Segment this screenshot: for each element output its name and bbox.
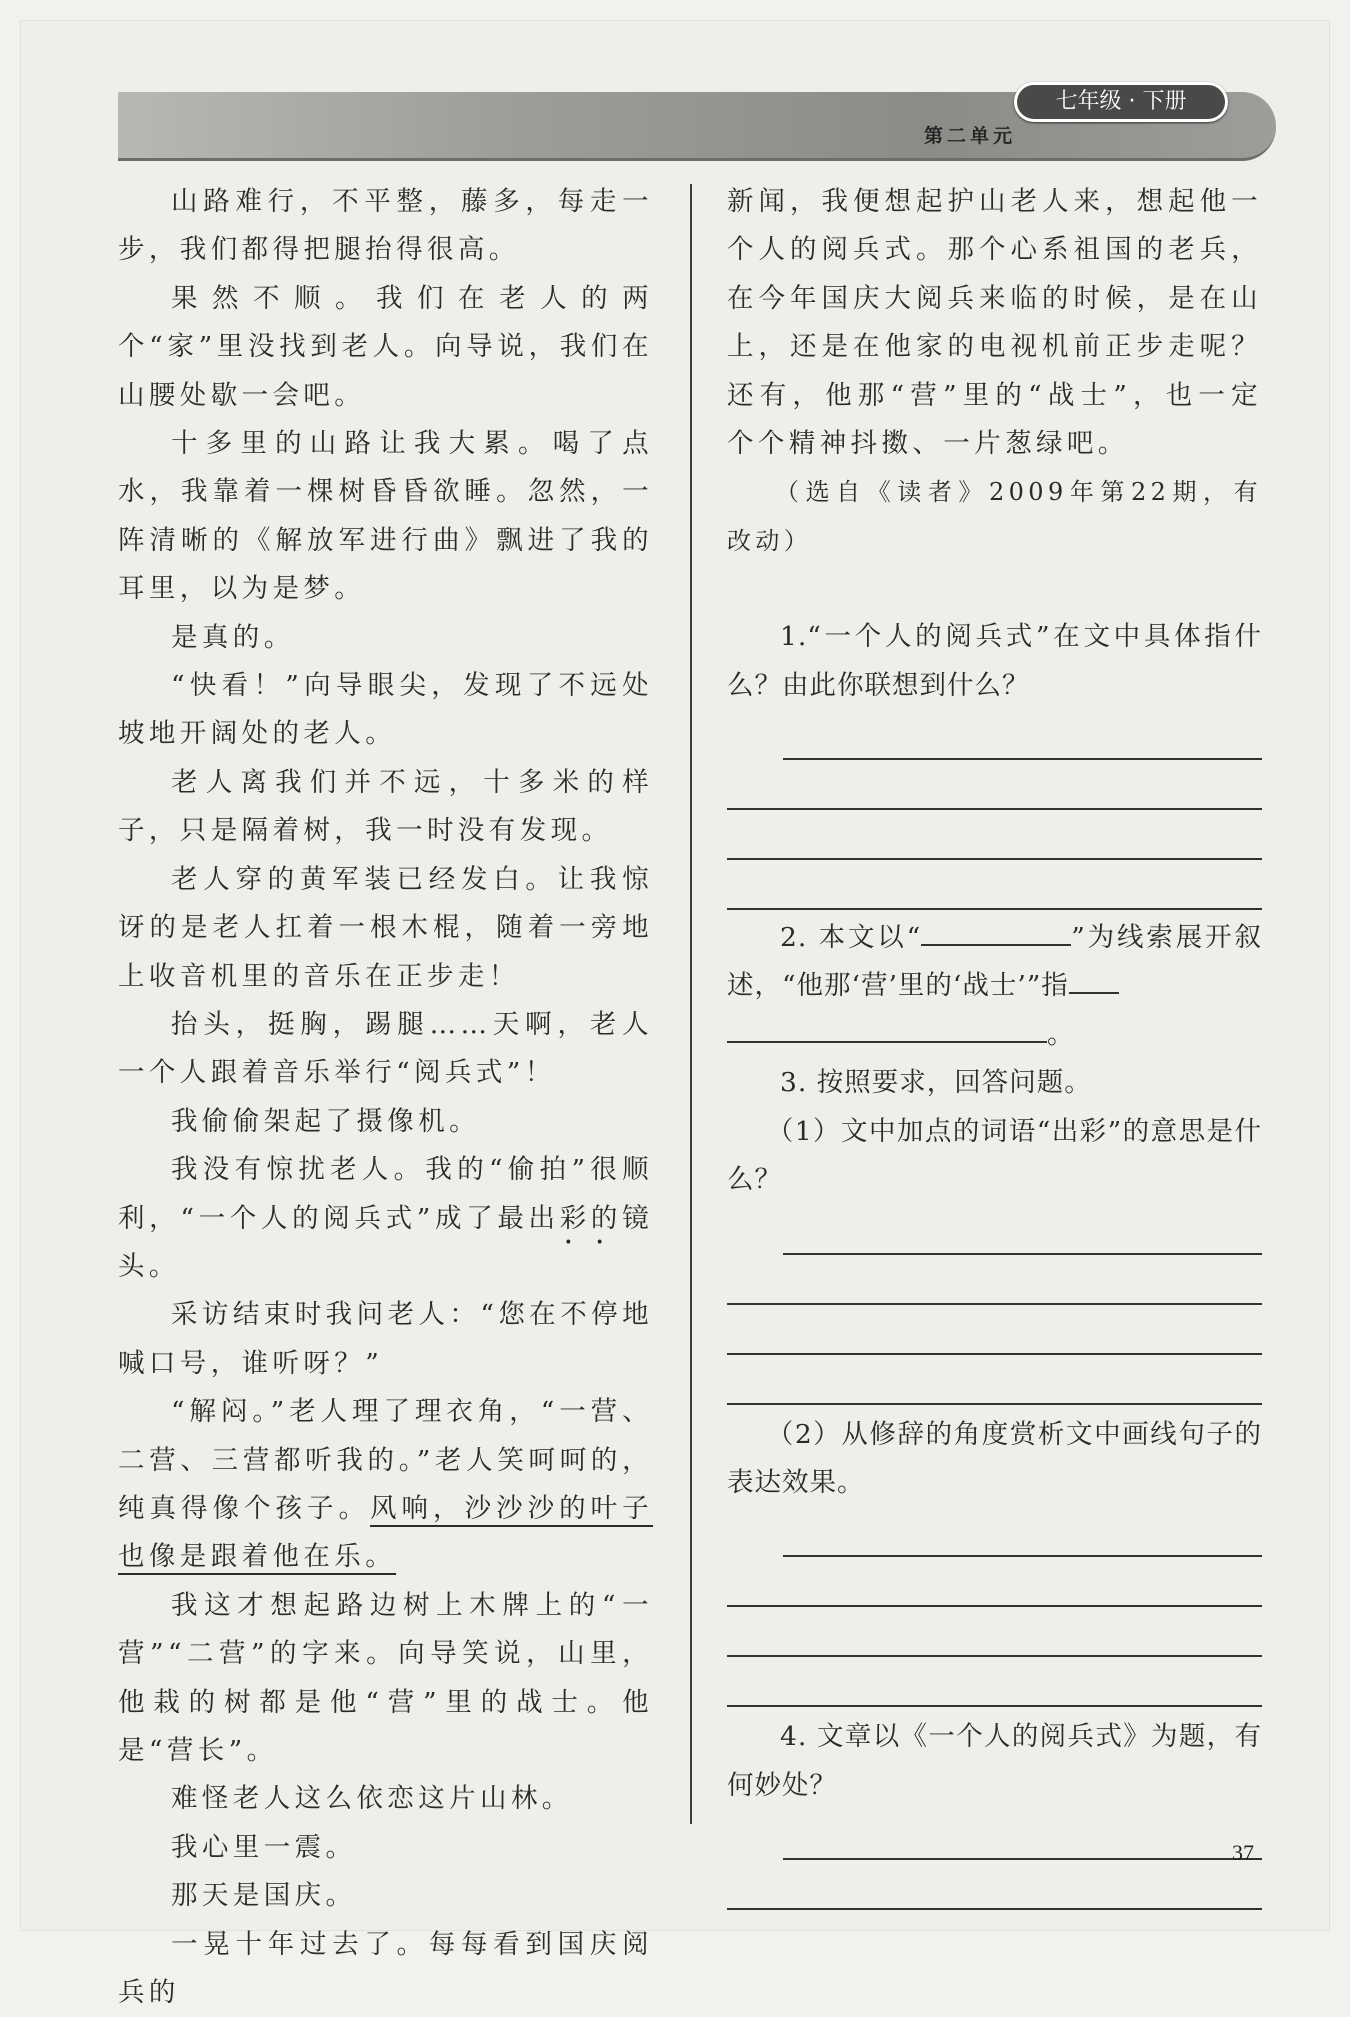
answer-blank[interactable] bbox=[1069, 962, 1119, 994]
paragraph-dotted-word bbox=[118, 1146, 653, 1291]
answer-line[interactable] bbox=[783, 1507, 1262, 1557]
paragraph: 那天是国庆。 bbox=[171, 1880, 357, 1912]
emphasis-dot-char: 出 bbox=[528, 1202, 560, 1234]
paragraph: 我偷偷架起了摄像机。 bbox=[171, 1105, 480, 1137]
column-divider bbox=[690, 184, 692, 1824]
question-2-continued bbox=[727, 1011, 1262, 1059]
paragraph-underlined-sentence bbox=[118, 1388, 653, 1582]
emphasis-dot-char: 彩 bbox=[559, 1202, 591, 1234]
answer-line[interactable] bbox=[727, 1255, 1262, 1305]
answer-line[interactable] bbox=[727, 1557, 1262, 1607]
right-column bbox=[727, 178, 1262, 1910]
paragraph: 难怪老人这么依恋这片山林。 bbox=[171, 1783, 573, 1815]
paragraph: 老人离我们并不远，十多米的样子，只是隔着树，我一时没有发现。 bbox=[118, 766, 653, 847]
answer-line[interactable] bbox=[727, 1860, 1262, 1910]
answer-blank[interactable] bbox=[727, 1011, 1047, 1043]
source-citation: （选自《读者》2009年第22期，有改动） bbox=[727, 478, 1262, 555]
question-4: 4. 文章以《一个人的阅兵式》为题，有何妙处？ bbox=[727, 1721, 1262, 1801]
left-column bbox=[118, 178, 653, 2017]
paragraph: 一晃十年过去了。每每看到国庆阅兵的 bbox=[118, 1928, 653, 2009]
paragraph: 我这才想起路边树上木牌上的“一营”“二营”的字来。向导笑说，山里，他栽的树都是他“营”里的战士。他是“营长”。 bbox=[118, 1589, 653, 1766]
unit-label: 第二单元 bbox=[923, 125, 1016, 147]
paragraph: “快看！”向导眼尖，发现了不远处坡地开阔处的老人。 bbox=[118, 670, 653, 750]
paragraph: 采访结束时我问老人：“您在不停地喊口号，谁听呀？” bbox=[118, 1299, 653, 1379]
answer-line[interactable] bbox=[727, 1305, 1262, 1355]
text-span: 我没有惊扰老人。我的“偷拍”很顺利，“一个人的阅兵式”成了最 bbox=[118, 1154, 653, 1234]
text-span: 的镜头。 bbox=[118, 1202, 653, 1282]
spacer bbox=[727, 565, 1262, 613]
text-span: “解闷。”老人理了理衣角，“一营、二营、三营都听我的。”老人笑呵呵的，纯真得像个孩子。 bbox=[118, 1396, 653, 1524]
paragraph: 是真的。 bbox=[171, 621, 295, 653]
answer-line[interactable] bbox=[783, 1205, 1262, 1255]
answer-line[interactable] bbox=[727, 760, 1262, 810]
paragraph: 十多里的山路让我大累。喝了点水，我靠着一棵树昏昏欲睡。忽然，一阵清晰的《解放军进行曲》飘进了我的耳里，以为是梦。 bbox=[118, 428, 653, 605]
answer-line[interactable] bbox=[727, 860, 1262, 910]
page-number: 37 bbox=[1232, 1840, 1254, 1865]
answer-line[interactable] bbox=[727, 1355, 1262, 1405]
paragraph: 老人穿的黄军装已经发白。让我惊讶的是老人扛着一根木棍，随着一旁地上收音机里的音乐在正步走！ bbox=[118, 863, 653, 992]
question-3-2: （2）从修辞的角度赏析文中画线句子的表达效果。 bbox=[727, 1418, 1262, 1498]
paragraph: 抬头，挺胸，踢腿……天啊，老人一个人跟着音乐举行“阅兵式”！ bbox=[118, 1008, 653, 1089]
answer-line[interactable] bbox=[727, 810, 1262, 860]
paragraph: 山路难行，不平整，藤多，每走一步，我们都得把腿抬得很高。 bbox=[118, 186, 653, 266]
text-span: 2. 本文以“ bbox=[780, 922, 922, 954]
answer-line[interactable] bbox=[783, 1810, 1262, 1860]
paragraph: 新闻，我便想起护山老人来，想起他一个人的阅兵式。那个心系祖国的老兵，在今年国庆大阅兵来临的时候，是在山上，还是在他家的电视机前正步走呢？还有，他那“营”里的“战士”，也一定个个精神抖擞、一片葱绿吧。 bbox=[727, 186, 1262, 460]
question-3: 3. 按照要求，回答问题。 bbox=[780, 1067, 1092, 1099]
grade-tab: 七年级 · 下册 bbox=[1014, 82, 1228, 122]
paragraph: 我心里一震。 bbox=[171, 1831, 357, 1863]
text-span: 。 bbox=[1047, 1018, 1075, 1050]
text-span: ”为线索展开叙述，“他那‘营’里的‘战士’”指 bbox=[727, 922, 1262, 1002]
question-3-1: （1）文中加点的词语“出彩”的意思是什么？ bbox=[727, 1115, 1262, 1196]
answer-line[interactable] bbox=[727, 1607, 1262, 1657]
paragraph: 果然不顺。我们在老人的两个“家”里没找到老人。向导说，我们在山腰处歇一会吧。 bbox=[118, 282, 653, 411]
answer-blank[interactable] bbox=[921, 914, 1071, 946]
question-1: 1.“一个人的阅兵式”在文中具体指什么？由此你联想到什么？ bbox=[727, 621, 1262, 701]
answer-line[interactable] bbox=[727, 1657, 1262, 1707]
underlined-sentence: 风响，沙沙沙的叶子也像是跟着他在乐。 bbox=[118, 1492, 653, 1573]
question-2 bbox=[727, 914, 1262, 1011]
answer-line[interactable] bbox=[783, 710, 1262, 760]
